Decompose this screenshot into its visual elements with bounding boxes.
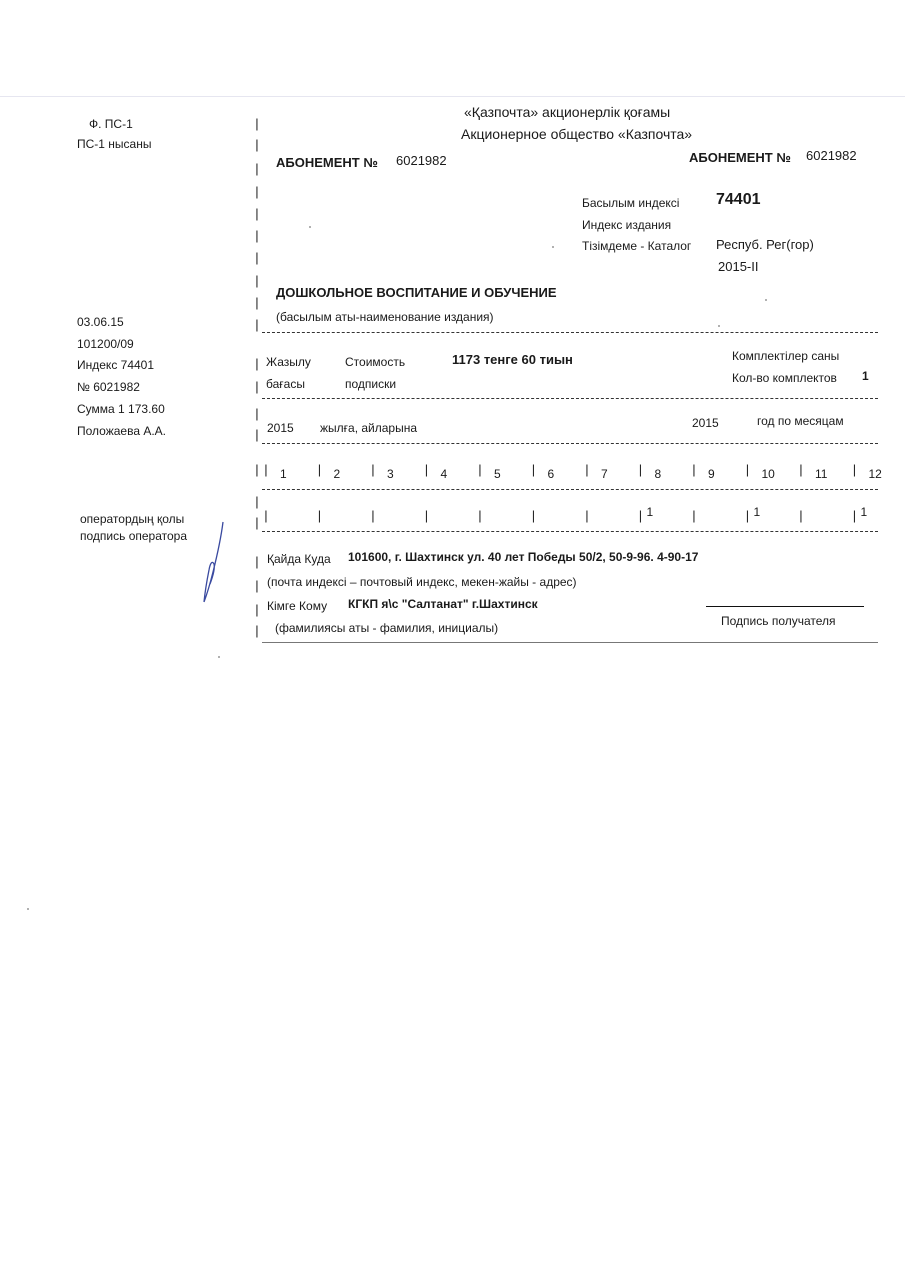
recipient-signature-caption: Подпись получателя — [721, 614, 836, 628]
month-number-11: 11 — [815, 467, 828, 481]
tear-line-bar: | — [255, 578, 259, 593]
month-separator: | — [531, 462, 536, 477]
divider-2 — [262, 398, 878, 399]
address-value: 101600, г. Шахтинск ул. 40 лет Победы 50/2, 50-9-96. 4-90-17 — [348, 550, 699, 564]
tear-line-bar: | — [255, 427, 259, 442]
divider-1 — [262, 332, 878, 333]
month-number-2: 2 — [333, 467, 341, 481]
mark-separator: | — [317, 508, 322, 523]
mark-separator: | — [799, 508, 803, 523]
tear-line-bar: | — [255, 137, 259, 152]
month-separator: | — [317, 462, 322, 477]
divider-4 — [262, 489, 878, 490]
tear-line-bar: | — [255, 228, 259, 243]
stub-operator-name: Положаева А.А. — [77, 424, 167, 438]
year-left: 2015 — [267, 421, 294, 435]
month-separator: | — [424, 462, 429, 477]
subscription-number-right: 6021982 — [806, 148, 857, 163]
month-number-6: 6 — [547, 467, 555, 481]
cost-label-kz-2: бағасы — [266, 377, 305, 391]
month-separator: | — [585, 462, 589, 477]
sets-value: 1 — [862, 369, 869, 383]
month-separator: | — [638, 462, 643, 477]
mark-separator: | — [692, 508, 696, 523]
tear-line-bar: | — [255, 184, 259, 199]
month-number-3: 3 — [387, 467, 394, 481]
org-name-ru: Акционерное общество «Казпочта» — [461, 126, 693, 142]
stub-code: 101200/09 — [77, 337, 134, 351]
mark-separator: | — [424, 508, 429, 523]
scan-speck — [765, 299, 767, 301]
subscription-number-left: 6021982 — [396, 153, 447, 168]
year-label-ru: год по месяцам — [757, 414, 844, 428]
mark-separator: | — [745, 508, 750, 523]
month-separator: | — [745, 462, 750, 477]
sets-label-kz: Комплектілер саны — [732, 349, 840, 363]
mark-separator: | — [585, 508, 589, 523]
month-number-1: 1 — [280, 467, 287, 481]
subscription-label-right: АБОНЕМЕНТ № — [689, 150, 791, 165]
tear-line-bar: | — [255, 295, 259, 310]
month-mark-10: 1 — [753, 505, 761, 519]
year-right: 2015 — [692, 416, 719, 430]
scan-speck — [27, 908, 29, 910]
address-caption: (почта индексі – почтовый индекс, мекен-жайы - адрес) — [267, 575, 577, 589]
year-label-kz: жылға, айларына — [320, 421, 418, 435]
address-label: Қайда Куда — [267, 552, 331, 566]
recipient-label: Кімге Кому — [267, 599, 328, 613]
index-value: 74401 — [716, 191, 761, 208]
month-number-7: 7 — [601, 467, 608, 481]
month-number-9: 9 — [708, 467, 715, 481]
publication-title: ДОШКОЛЬНОЕ ВОСПИТАНИЕ И ОБУЧЕНИЕ — [276, 285, 557, 300]
scan-speck — [309, 226, 311, 228]
month-mark-8: 1 — [646, 505, 654, 519]
cost-value: 1173 тенге 60 тиын — [452, 352, 573, 367]
catalog-period: 2015-II — [718, 259, 759, 274]
tear-line-bar: | — [255, 250, 259, 265]
tear-line-bar: | — [255, 462, 259, 477]
scan-speck — [552, 246, 554, 248]
tear-line-bar: | — [255, 623, 259, 638]
tear-line-bar: | — [255, 317, 259, 332]
month-number-12: 12 — [868, 467, 882, 481]
divider-3 — [262, 443, 878, 444]
catalog-label: Тізімдеме - Каталог — [582, 239, 692, 253]
sets-label-ru: Кол-во комплектов — [732, 371, 837, 385]
recipient-signature-line — [706, 606, 864, 607]
tear-line-bar: | — [255, 602, 259, 617]
month-separator: | — [478, 462, 482, 477]
tear-line-bar: | — [255, 554, 259, 569]
tear-line-bar: | — [255, 206, 259, 221]
catalog-value: Респуб. Рег(гор) — [716, 237, 814, 252]
mark-separator: | — [478, 508, 482, 523]
tear-line-bar: | — [255, 273, 259, 288]
month-mark-12: 1 — [860, 505, 868, 519]
operator-signature-scribble — [195, 518, 235, 608]
mark-separator: | — [531, 508, 536, 523]
stub-sum: Сумма 1 173.60 — [77, 402, 165, 416]
month-number-8: 8 — [654, 467, 662, 481]
month-separator: | — [264, 462, 268, 477]
month-number-10: 10 — [761, 467, 775, 481]
tear-line-bar: | — [255, 379, 259, 394]
stub-date: 03.06.15 — [77, 315, 124, 329]
month-separator: | — [692, 462, 696, 477]
publication-caption: (басылым аты-наименование издания) — [276, 310, 494, 324]
mark-separator: | — [852, 508, 857, 523]
tear-line-bar: | — [255, 116, 259, 131]
index-label-kz: Басылым индексі — [582, 196, 680, 210]
operator-sign-label-kz: оператордың қолы — [80, 512, 185, 526]
subscription-label-left: АБОНЕМЕНТ № — [276, 155, 378, 170]
page-top-rule — [0, 96, 905, 97]
cost-label-ru-2: подписки — [345, 377, 397, 391]
cost-label-ru-1: Стоимость — [345, 355, 406, 369]
stub-index: Индекс 74401 — [77, 358, 155, 372]
mark-separator: | — [264, 508, 268, 523]
mark-separator: | — [638, 508, 643, 523]
scan-speck — [718, 325, 720, 327]
tear-line-bar: | — [255, 406, 259, 421]
tear-line-bar: | — [255, 515, 259, 530]
recipient-value: КГКП я\с "Салтанат" г.Шахтинск — [348, 597, 538, 611]
tear-line-bar: | — [255, 161, 259, 176]
month-separator: | — [852, 462, 857, 477]
month-number-4: 4 — [440, 467, 448, 481]
form-code-kz: ПС-1 нысаны — [77, 137, 152, 151]
month-separator: | — [799, 462, 803, 477]
month-separator: | — [371, 462, 375, 477]
stub-number: № 6021982 — [77, 380, 140, 394]
tear-line-bar: | — [255, 494, 259, 509]
operator-sign-label-ru: подпись оператора — [80, 529, 188, 543]
recipient-caption: (фамилиясы аты - фамилия, инициалы) — [275, 621, 499, 635]
form-bottom-rule — [262, 642, 878, 643]
tear-line-bar: | — [255, 356, 259, 371]
month-number-5: 5 — [494, 467, 501, 481]
org-name-kz: «Қазпочта» акционерлік қоғамы — [464, 104, 671, 120]
cost-label-kz-1: Жазылу — [266, 355, 311, 369]
form-code: Ф. ПС-1 — [89, 117, 133, 131]
scan-speck — [218, 656, 220, 658]
index-label-ru: Индекс издания — [582, 218, 672, 232]
mark-separator: | — [371, 508, 375, 523]
divider-5 — [262, 531, 878, 532]
